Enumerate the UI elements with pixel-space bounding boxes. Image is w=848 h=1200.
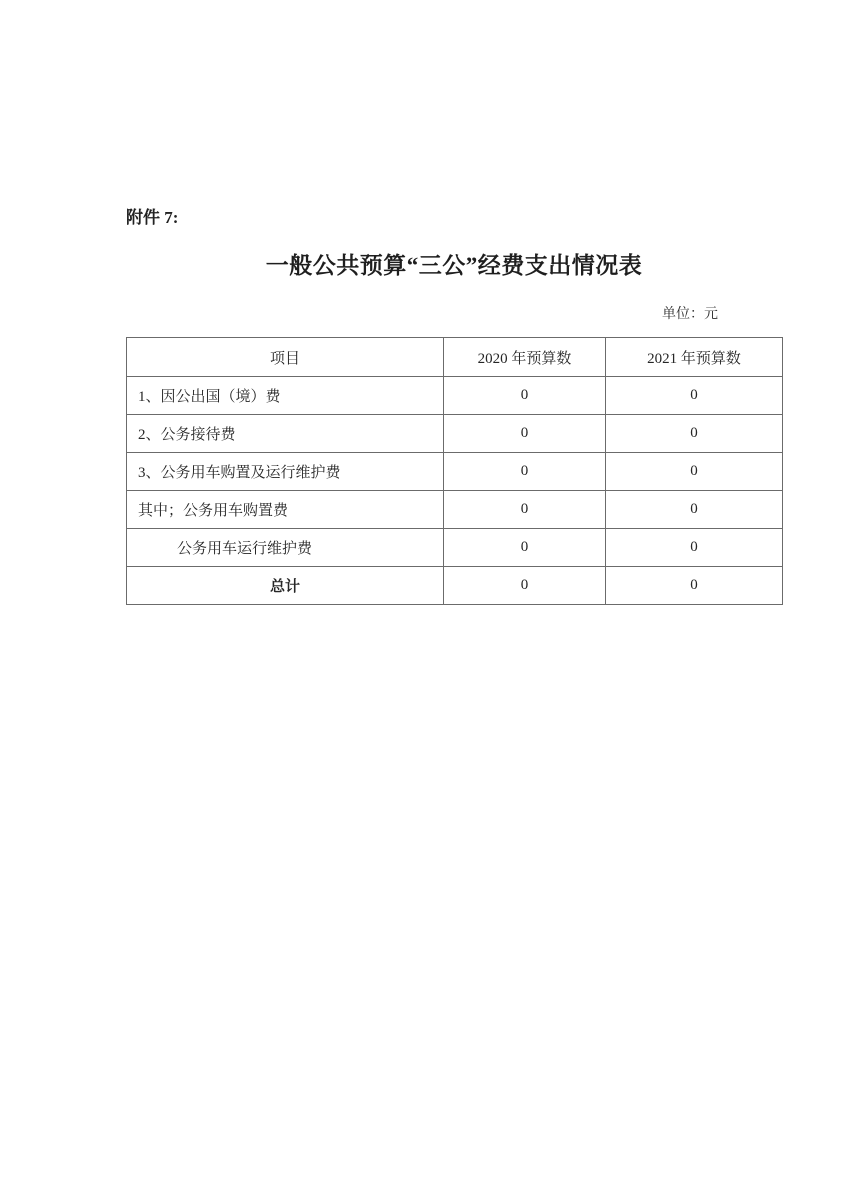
value-2021-cell: 0 [606,567,783,605]
value-2020-cell: 0 [444,415,606,453]
header-2021-budget: 2021 年预算数 [606,338,783,377]
table-row [127,415,783,453]
page-title: 一般公共预算“三公”经费支出情况表 [265,253,643,278]
table-row [127,529,783,567]
header-item: 项目 [127,338,444,377]
value-2021-cell: 0 [606,415,783,453]
value-2021-cell: 0 [606,377,783,415]
attachment-label: 附件 7: [126,208,179,227]
table-row [127,453,783,491]
item-cell: 3、公务用车购置及运行维护费 [127,453,444,491]
value-2020-cell: 0 [444,377,606,415]
budget-table [126,337,783,605]
item-cell: 2、公务接待费 [127,415,444,453]
table-row [127,491,783,529]
value-2021-cell: 0 [606,453,783,491]
table-row [127,377,783,415]
value-2020-cell: 0 [444,491,606,529]
value-2021-cell: 0 [606,529,783,567]
value-2020-cell: 0 [444,567,606,605]
item-cell: 公务用车运行维护费 [127,529,444,567]
item-cell: 总计 [127,567,444,605]
table-header-row [127,338,783,377]
value-2020-cell: 0 [444,529,606,567]
unit-note: 单位：元 [662,307,718,322]
item-cell: 1、因公出国（境）费 [127,377,444,415]
table-body [127,377,783,605]
document-page [126,203,782,605]
value-2021-cell: 0 [606,491,783,529]
header-2020-budget: 2020 年预算数 [444,338,606,377]
table-row [127,567,783,605]
value-2020-cell: 0 [444,453,606,491]
item-cell: 其中；公务用车购置费 [127,491,444,529]
